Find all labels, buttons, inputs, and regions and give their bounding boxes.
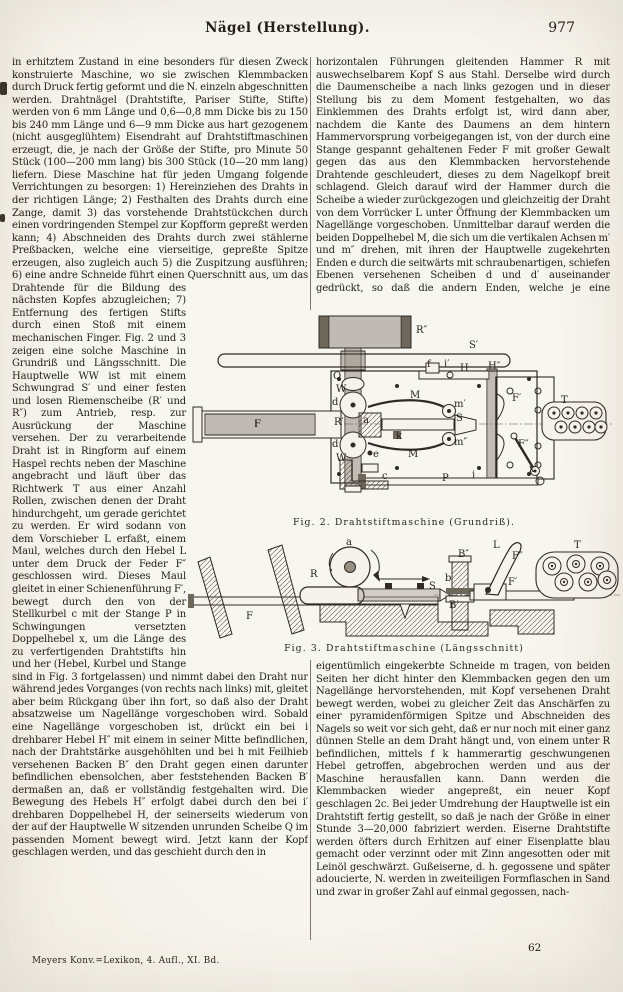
figure-label-S′: S′ <box>469 340 479 351</box>
crank-c <box>362 464 378 472</box>
cam-disc-a <box>329 547 380 587</box>
fig3-drawing <box>188 538 620 640</box>
figure-label-i′: i′ <box>444 359 450 370</box>
figure-label-B″: B″ <box>458 549 470 560</box>
figure-label-F′: F′ <box>512 393 522 404</box>
figure-label-B′: B′ <box>449 600 459 611</box>
flywheel-S <box>218 351 510 370</box>
figure-label-W: W <box>336 453 347 464</box>
left-column-text: in erhitztem Zustand in eine besonders für diesen Zweck konstruierte Maschine, wo sie zwischen Klemmbacken durch Druck fertig geformt und die N. einzeln abgeschnitten werden. Drahtnägel (Drahtstifte, Pariser Stifte, Stifte) werden von 6 mm Länge und 0,6—0,8 mm Dicke bis zu 150 bis 240 mm Länge und 6—9 mm Dicke aus hart gezogenem (nicht ausgeglühtem) Eisendraht auf Drahtstiftmaschinen erzeugt, die, je nach der Größe der Stifte, pro Minute 50 Stück (100—200 mm lang) bis 300 Stück (10—20 mm lang) liefern. Diese Maschine hat für jeden Umgang folgende Verrichtungen zu besorgen: 1) Hereinziehen des Drahts in der richtigen Länge; 2) Festhalten des Drahts durch eine Zange, damit 3) das vorstehende Drahtstückchen durch einen vordringenden Stempel zur Kopfform gepreßt werden kann; 4) Abschneiden des Drahts durch zwei stählerne Preßbacken, welche eine vierseitige, gepreßte Spitze erzeugen, also zugleich auch 5) die Zuspitzung ausführen; 6) eine andre Schneide führt einen Querschnitt aus, um das Drahtende für die Bildung des nächsten Kopfes abzugleichen; 7) Entfernung des fertigen Stifts durch einen Stoß mit einem mechanischen Finger. Fig. 2 und 3 zeigen eine solche Maschine in Grundriß und Längsschnitt. Die Hauptwelle WW ist mit einem Schwungrad S′ und einer festen und losen Riemenscheibe (R′ und R″) zum Antrieb, resp. zur Ausrückung der Maschine versehen. Der zu verarbeitende Draht ist in Ringform auf einem Haspel rechts neben der Maschine angebracht und läuft über das Richtwerk T aus einer Anzahl Rollen, zwischen denen der Draht hindurchgeht, um gerade gerichtet zu werden. Er wird sodann von dem Vorschieber L erfaßt, einem Maul, welches durch den Hebel L unter dem Druck der Feder F″ geschlossen wird. Dieses Maul gleitet in einer Schienenführung F′, bewegt durch den von der Stellkurbel c mit der Stange P in Schwingungen versetzten Doppelhebel x, um die Länge des zu verfertigenden Drahtstifts hin und her (Hebel, Kurbel und Stange sind in Fig. 3 fortgelassen) und nimmt dabei den Draht nur während jedes Vorganges (von rechts nach links) mit, gleitet aber beim Rückgang über ihn fort, so daß also der Draht absatzweise um Nagellänge vorgeschoben wird. Sobald eine Nagellänge vorgeschoben ist, drückt ein bei i drehbarer Hebel H″ mit einem in seiner Mitte befindlichen, nach der Drahtstärke ausgehöhlten und bei h mit Feilhieb versehenen Backen B″ den Draht gegen einen darunter befindlichen ebensolchen, aber feststehenden Backen B′ dermaßen an, daß er vollständig festgehalten wird. Die Bewegung des Hebels H″ erfolgt dabei durch den bei i′ drehbaren Doppelhebel H, der seinerseits wiederum von der auf der Hauptwelle W sitzenden unrunden Scheibe Q im passenden Moment bewegt wird. Jetzt kann der Kopf geschlagen werden, und das geschieht durch den in <box>12 57 308 859</box>
figure-2-drahtstiftmaschine-grundriss <box>192 314 616 528</box>
figure-label-F′: F′ <box>508 577 518 588</box>
figure-label-S: S <box>429 581 436 592</box>
fig2-drawing <box>192 314 616 514</box>
figure-label-m″: m″ <box>454 437 468 448</box>
fig2-caption: Fig. 2. Drahtstiftmaschine (Grundriß). <box>292 517 516 528</box>
roller-straightener-T <box>536 552 618 598</box>
lever-x <box>511 433 540 476</box>
scan-artifact <box>0 214 5 222</box>
figure-label-Q: Q <box>333 371 342 382</box>
figure-label-F: F <box>246 611 253 622</box>
belt-pulley-R <box>319 316 411 348</box>
column-divider-rule-bottom <box>310 660 311 940</box>
figure-label-e: e <box>373 449 379 460</box>
figure-label-M: M <box>410 390 421 401</box>
fig3-caption: Fig. 3. Drahtstiftmaschine (Längsschnitt) <box>284 643 524 654</box>
figure-label-c: c <box>382 471 388 482</box>
figure-label-d: d <box>332 439 339 450</box>
feed-rod-F <box>193 407 341 442</box>
figure-label-M: M <box>408 449 419 460</box>
figure-label-F: F <box>254 419 261 430</box>
figure-label-x: x <box>529 464 535 475</box>
screw-f <box>426 363 439 373</box>
figure-label-F″: F″ <box>512 551 523 562</box>
figure-label-b: b <box>445 573 452 584</box>
figure-label-P: P <box>442 473 449 484</box>
ram-bar <box>382 419 454 430</box>
page-header-title: Nägel (Herstellung). <box>205 20 370 36</box>
figure-label-m′: m′ <box>454 399 466 410</box>
figure-label-L: L <box>493 540 500 551</box>
scan-artifact <box>0 82 7 95</box>
figure-label-i: i <box>472 470 476 481</box>
figure-label-R′: R′ <box>334 417 344 428</box>
figure-label-f: f <box>427 359 431 370</box>
signature-number: 62 <box>528 942 542 954</box>
figure-label-W: W <box>336 384 347 395</box>
figure-label-a: a <box>363 415 369 426</box>
figure-label-d: d <box>332 397 339 408</box>
figure-label-a: a <box>346 537 352 548</box>
figure-3-drahtstiftmaschine-laengsschnitt <box>188 538 620 654</box>
cam-a <box>359 413 381 437</box>
hammer-ram <box>358 573 452 601</box>
right-column-text: horizontalen Führungen gleitenden Hammer R mit auswechselbarem Kopf S aus Stahl. Derselbe wird durch die Daumenscheibe a nach links gezogen und in dieser Stellung bis zu dem Moment festgehalten, wo das Einklemmen des Drahts erfolgt ist, wird dann aber, nachdem die Kante des Daumens an dem hintern Hammervorsprung vorbeigegangen ist, von der durch eine Stange gespannt gehaltenen Feder F mit großer Gewalt gegen das aus den Klemmbacken hervorstehende Drahtende geschleudert, dieses zu dem Nagelkopf breit schlagend. Gleich darauf wird der Hammer durch die Scheibe a wieder zurückgezogen und gleichzeitig der Draht von dem Vorrücker L unter Öffnung der Klemmbacken um Nagellänge vorgeschoben. Unmittelbar darauf werden die beiden Doppelhebel M, die sich um die vertikalen Achsen m′ und m″ drehen, mit ihren der Hauptwelle zugekehrten Enden e durch die seitwärts mit schraubenartigen, schiefen Ebenen versehenen Scheiben d und d′ auseinander gedrückt, so daß die andern Enden, welche je eine eigentümlich eingekerbte Schneide m tragen, von beiden Seiten her dicht hinter den Klemmbacken gegen den um Nagellänge hervorstehenden, mit Kopf versehenen Draht bewegt werden, wobei zu gleicher Zeit das Anschärfen zu einer pyramidenförmigen Spitze und Abschneiden des Nagels so weit vor sich geht, daß er nur noch mit einer ganz dünnen Stelle an dem Draht hängt und, von einem unter R befindlichen, mittels f k hammerartig geschwungenen Hebel getroffen, abgebrochen werden und aus der Maschine herausfallen kann. Dann werden die Klemmbacken wieder angepreßt, ein neuer Kopf geschlagen 2c. Bei jeder Umdrehung der Hauptwelle ist ein Drahtstift fertig gestellt, so daß je nach der Größe in einer Stunde 3—20,000 fabriziert werden. Eiserne Drahtstifte werden öfters durch Erhitzen auf einer Eisenplatte blau gemacht oder verzinnt oder mit Zinn angesotten oder mit Leinöl geschwärzt. Gußeiserne, d. h. gegossene und später adoucierte, N. werden in zweiteiligen Formflaschen in Sand und zwar in großer Zahl auf einmal gegossen, nach- <box>316 57 610 898</box>
pin-e <box>368 451 373 456</box>
cam-Q <box>342 378 364 391</box>
figure-label-S: S <box>456 413 463 424</box>
figure-label-T: T <box>574 540 581 551</box>
figure-label-k: k <box>396 431 403 442</box>
shaft-end <box>345 486 361 492</box>
figure-label-R″: R″ <box>416 325 428 336</box>
frame-leg <box>268 545 304 634</box>
figure-label-H″: H″ <box>488 361 501 372</box>
figure-label-H: H <box>460 363 469 374</box>
clamp-knives <box>455 415 476 435</box>
column-divider-rule-top <box>310 57 311 310</box>
figure-label-F″: F″ <box>518 439 529 450</box>
page-number: 977 <box>548 20 575 36</box>
footer-imprint: Meyers Konv.=Lexikon, 4. Aufl., XI. Bd. <box>32 956 220 966</box>
hammer-R <box>300 587 364 604</box>
block-k <box>393 431 401 439</box>
figure-label-T: T <box>561 395 568 406</box>
machine-bed-right <box>490 610 554 634</box>
figure-label-R: R <box>310 569 318 580</box>
roller-straightener-T <box>542 402 607 440</box>
